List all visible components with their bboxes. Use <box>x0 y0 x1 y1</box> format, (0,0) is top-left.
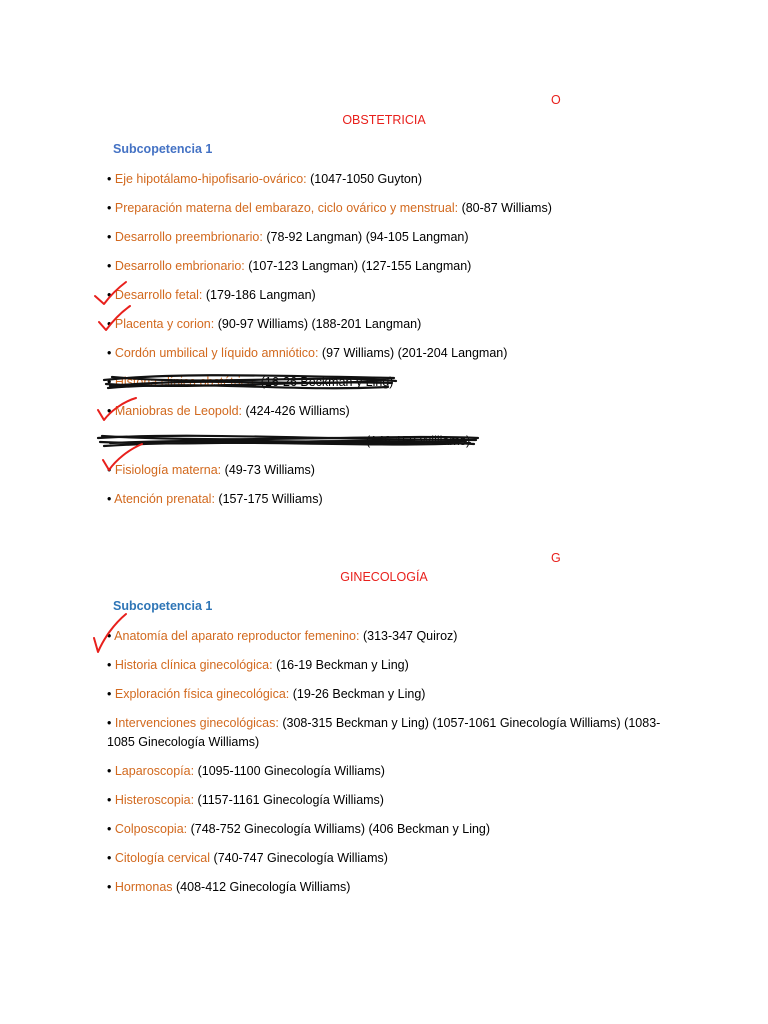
item-ref: (157-175 Williams) <box>218 492 323 506</box>
list-item: • Exploración física ginecológica: (19-26 Beckman y Ling) <box>107 687 426 701</box>
item-topic: Anatomía del aparato reproductor femenino: <box>114 629 360 643</box>
item-topic: Placenta y corion: <box>114 317 215 331</box>
item-ref: (740-747 Ginecología Williams) <box>213 851 388 865</box>
item-topic: Preparación materna del embarazo, ciclo ovárico y menstrual: <box>114 201 459 215</box>
item-ref: (1157-1161 Ginecología Williams) <box>197 793 384 807</box>
item-ref: (313-347 Quiroz) <box>362 629 458 643</box>
list-item: • Preparación materna del embarazo, ciclo ovárico y menstrual: (80-87 Williams) <box>107 201 552 215</box>
list-item-crossed <box>366 432 768 451</box>
list-item: • Historia clínica ginecológica: (16-19 Beckman y Ling) <box>107 658 409 672</box>
ginecologia-subtitle: Subcopetencia 1 <box>113 599 213 613</box>
obstetricia-title: OBSTETRICIA <box>342 113 426 127</box>
item-ref: (107-123 Langman) (127-155 Langman) <box>248 259 472 273</box>
item-topic: Historia clínica ginecológica: <box>114 658 273 672</box>
item-topic: Atención prenatal: <box>114 492 215 506</box>
item-ref: (1047-1050 Guyton) <box>310 172 422 186</box>
section-letter-g: G <box>551 551 561 565</box>
item-topic: Eje hipotálamo-hipofisario-ovárico: <box>114 172 307 186</box>
item-topic: Fisiología materna: <box>114 463 222 477</box>
list-item: • Maniobras de Leopold: (424-426 Williams) <box>107 404 350 418</box>
item-topic: Laparoscopía: <box>114 764 195 778</box>
item-topic: Hormonas <box>114 880 173 894</box>
list-item: • Cordón umbilical y líquido amniótico: (97 Williams) (201-204 Langman) <box>107 346 508 360</box>
ginecologia-title: GINECOLOGÍA <box>340 570 428 584</box>
list-item: • Hormonas (408-412 Ginecología Williams) <box>107 880 351 894</box>
list-item: • Laparoscopía: (1095-1100 Ginecología Williams) <box>107 764 385 778</box>
item-topic: Desarrollo embrionario: <box>114 259 245 273</box>
list-item: • Desarrollo fetal: (179-186 Langman) <box>107 288 316 302</box>
item-ref: (408-412 Ginecología Williams) <box>176 880 351 894</box>
section-letter-o: O <box>551 93 561 107</box>
list-item: • Fisiología materna: (49-73 Williams) <box>107 463 315 477</box>
list-item: • Desarrollo preembrionario: (78-92 Langman) (94-105 Langman) <box>107 230 469 244</box>
item-ref: (19-26 Beckman y Ling) <box>292 687 426 701</box>
item-ref: (16-26 Beckman y Ling) <box>260 375 394 389</box>
list-item: • Colposcopia: (748-752 Ginecología Williams) (406 Beckman y Ling) <box>107 822 491 836</box>
item-ref: (1095-1100 Ginecología Williams) <box>197 764 385 778</box>
item-topic: Intervenciones ginecológicas: <box>114 716 279 730</box>
item-ref: (97 Williams) (201-204 Langman) <box>321 346 508 360</box>
item-ref: (308-315 Beckman y Ling) (1057-1061 Ginecología Williams) (1083-1085 Ginecología Williams) <box>107 716 661 749</box>
list-item-crossed: • Historia clínica obstétrica: (16-26 Beckman y Ling) <box>107 375 394 389</box>
item-topic: Desarrollo preembrionario: <box>114 230 263 244</box>
list-item: • Eje hipotálamo-hipofisario-ovárico: (1047-1050 Guyton) <box>107 172 422 186</box>
item-topic: Historia clínica obstétrica: <box>114 375 258 389</box>
item-ref: (146-158 Williams) <box>366 434 471 448</box>
list-item: • Placenta y corion: (90-97 Williams) (188-201 Langman) <box>107 317 422 331</box>
item-topic: Exploración física ginecológica: <box>114 687 290 701</box>
item-topic: Citología cervical <box>114 851 211 865</box>
item-topic: Cordón umbilical y líquido amniótico: <box>114 346 319 360</box>
item-topic: Colposcopia: <box>114 822 188 836</box>
item-ref: (80-87 Williams) <box>461 201 552 215</box>
list-item: • Atención prenatal: (157-175 Williams) <box>107 492 323 506</box>
item-ref: (179-186 Langman) <box>205 288 316 302</box>
item-ref: (424-426 Williams) <box>245 404 350 418</box>
item-ref: (90-97 Williams) (188-201 Langman) <box>217 317 422 331</box>
item-ref: (748-752 Ginecología Williams) (406 Beckman y Ling) <box>190 822 491 836</box>
item-topic: Maniobras de Leopold: <box>114 404 243 418</box>
list-item: • Desarrollo embrionario: (107-123 Langman) (127-155 Langman) <box>107 259 472 273</box>
list-item: • Citología cervical (740-747 Ginecología Williams) <box>107 851 388 865</box>
item-ref: (16-19 Beckman y Ling) <box>276 658 409 672</box>
obstetricia-subtitle: Subcopetencia 1 <box>113 142 213 156</box>
list-item: • Anatomía del aparato reproductor femenino: (313-347 Quiroz) <box>107 629 458 643</box>
list-item: • Intervenciones ginecológicas: (308-315 Beckman y Ling) (1057-1061 Ginecología Williams) (1083-1085 Ginecología Williams) <box>107 716 661 749</box>
item-ref: (78-92 Langman) (94-105 Langman) <box>266 230 469 244</box>
item-topic: Desarrollo fetal: <box>114 288 203 302</box>
list-item: • Histeroscopia: (1157-1161 Ginecología Williams) <box>107 793 384 807</box>
item-ref: (49-73 Williams) <box>224 463 315 477</box>
item-topic: Histeroscopia: <box>114 793 195 807</box>
